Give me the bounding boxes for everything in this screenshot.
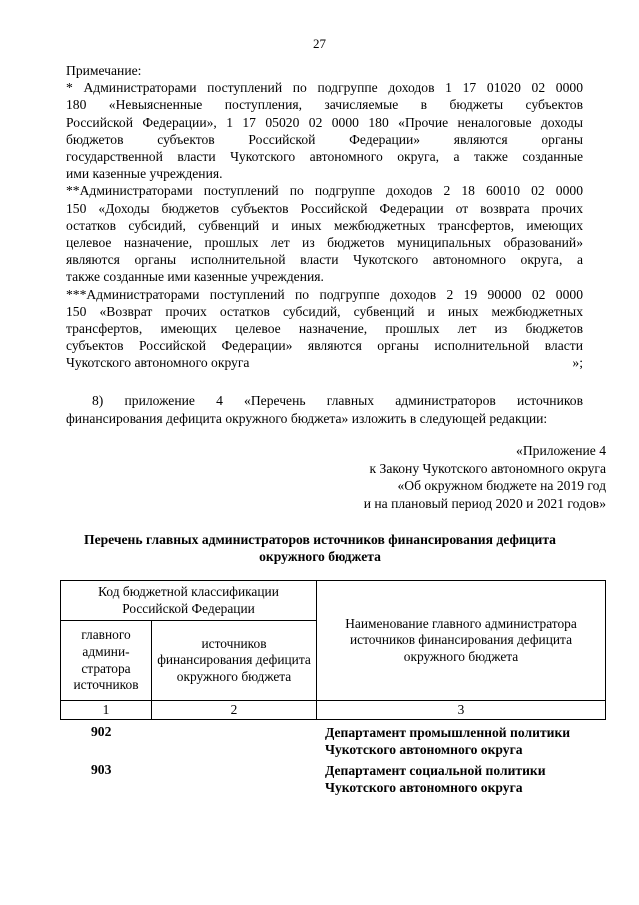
note1-line: * Администраторами поступлений по подгруппе доходов 1 17 01020 02 0000 <box>66 80 583 96</box>
col3-header: Наименование главного администратора источников финансирования дефицита окружного бюджета <box>317 581 606 701</box>
col3-number: 3 <box>317 701 606 720</box>
note3-line: 150 «Возврат прочих остатков субсидий, субвенций и иных межбюджетных <box>66 303 583 319</box>
note1-line: бюджетов субъектов Российской Федерации» являются органы <box>66 131 583 147</box>
note1-line: ими казенные учреждения. <box>66 166 223 182</box>
group-header: Код бюджетной классификации Российской Федерации <box>61 581 317 621</box>
note2-line: также созданные ими казенные учреждения. <box>66 269 324 285</box>
table-heading <box>40 531 600 566</box>
note1-line: 180 «Невыясненные поступления, зачисляемые в бюджеты субъектов <box>66 97 583 113</box>
annex-line: «Приложение 4 <box>516 443 606 458</box>
administrators-table <box>60 580 606 720</box>
admin-code: 902 <box>91 724 112 739</box>
annex-line: к Закону Чукотского автономного округа <box>369 460 606 476</box>
note3-line: субъектов Российской Федерации» являются органы исполнительной власти <box>66 338 583 354</box>
admin-name-line: Чукотского автономного округа <box>325 780 523 796</box>
note3-end-quote: »; <box>572 355 583 371</box>
note2-line: остатков субсидий, субвенций и иных межбюджетных трансфертов, имеющих <box>66 217 583 233</box>
note3-line: трансфертов, имеющих целевое назначение, прошлых лет из бюджетов <box>66 321 583 337</box>
note2-line: целевое назначение, прошлых лет из бюджетов муниципальных образований» <box>66 235 583 251</box>
amendment-line: финансирования дефицита окружного бюджета» изложить в следующей редакции: <box>66 410 548 426</box>
col2-number: 2 <box>152 701 317 720</box>
admin-name-line: Департамент промышленной политики <box>325 725 571 740</box>
admin-name-line: Чукотского автономного округа <box>325 742 523 758</box>
table-row <box>60 722 605 760</box>
note2-line: 150 «Доходы бюджетов субъектов Российской Федерации от возврата прочих <box>66 200 583 216</box>
col1-number: 1 <box>61 701 152 720</box>
admin-name <box>325 762 605 797</box>
admin-name <box>325 724 605 759</box>
note1-line: государственной власти Чукотского автономного округа, а также созданные <box>66 149 583 165</box>
col2-header: источников финансирования дефицита окружного бюджета <box>152 621 317 701</box>
admin-code: 903 <box>91 762 112 777</box>
amendment-paragraph <box>66 392 583 427</box>
annex-reference <box>364 442 606 512</box>
notes-section <box>66 62 583 372</box>
admin-name-line: Департамент социальной политики <box>325 763 546 778</box>
note1-line: Российской Федерации», 1 17 05020 02 0000 180 «Прочие неналоговые доходы <box>66 114 583 130</box>
table-body <box>60 722 605 798</box>
col1-header: главного админи-стратора источников <box>61 621 152 701</box>
annex-line: и на плановый период 2020 и 2021 годов» <box>363 495 606 511</box>
note2-line: являются органы исполнительной власти Чукотского автономного округа, а <box>66 252 583 268</box>
note3-line: Чукотского автономного округа <box>66 355 250 371</box>
heading-line: окружного бюджета <box>259 549 381 565</box>
page-number: 27 <box>313 36 326 51</box>
annex-line: «Об окружном бюджете на 2019 год <box>397 478 606 494</box>
amendment-line: 8) приложение 4 «Перечень главных администраторов источников <box>92 393 583 408</box>
heading-line: Перечень главных администраторов источников финансирования дефицита <box>84 532 556 547</box>
note3-line: ***Администраторами поступлений по подгруппе доходов 2 19 90000 02 0000 <box>66 286 583 302</box>
note2-line: **Администраторами поступлений по подгруппе доходов 2 18 60010 02 0000 <box>66 183 583 199</box>
table-row <box>60 760 605 798</box>
note3-last-line <box>66 354 583 371</box>
notes-title: Примечание: <box>66 63 142 78</box>
